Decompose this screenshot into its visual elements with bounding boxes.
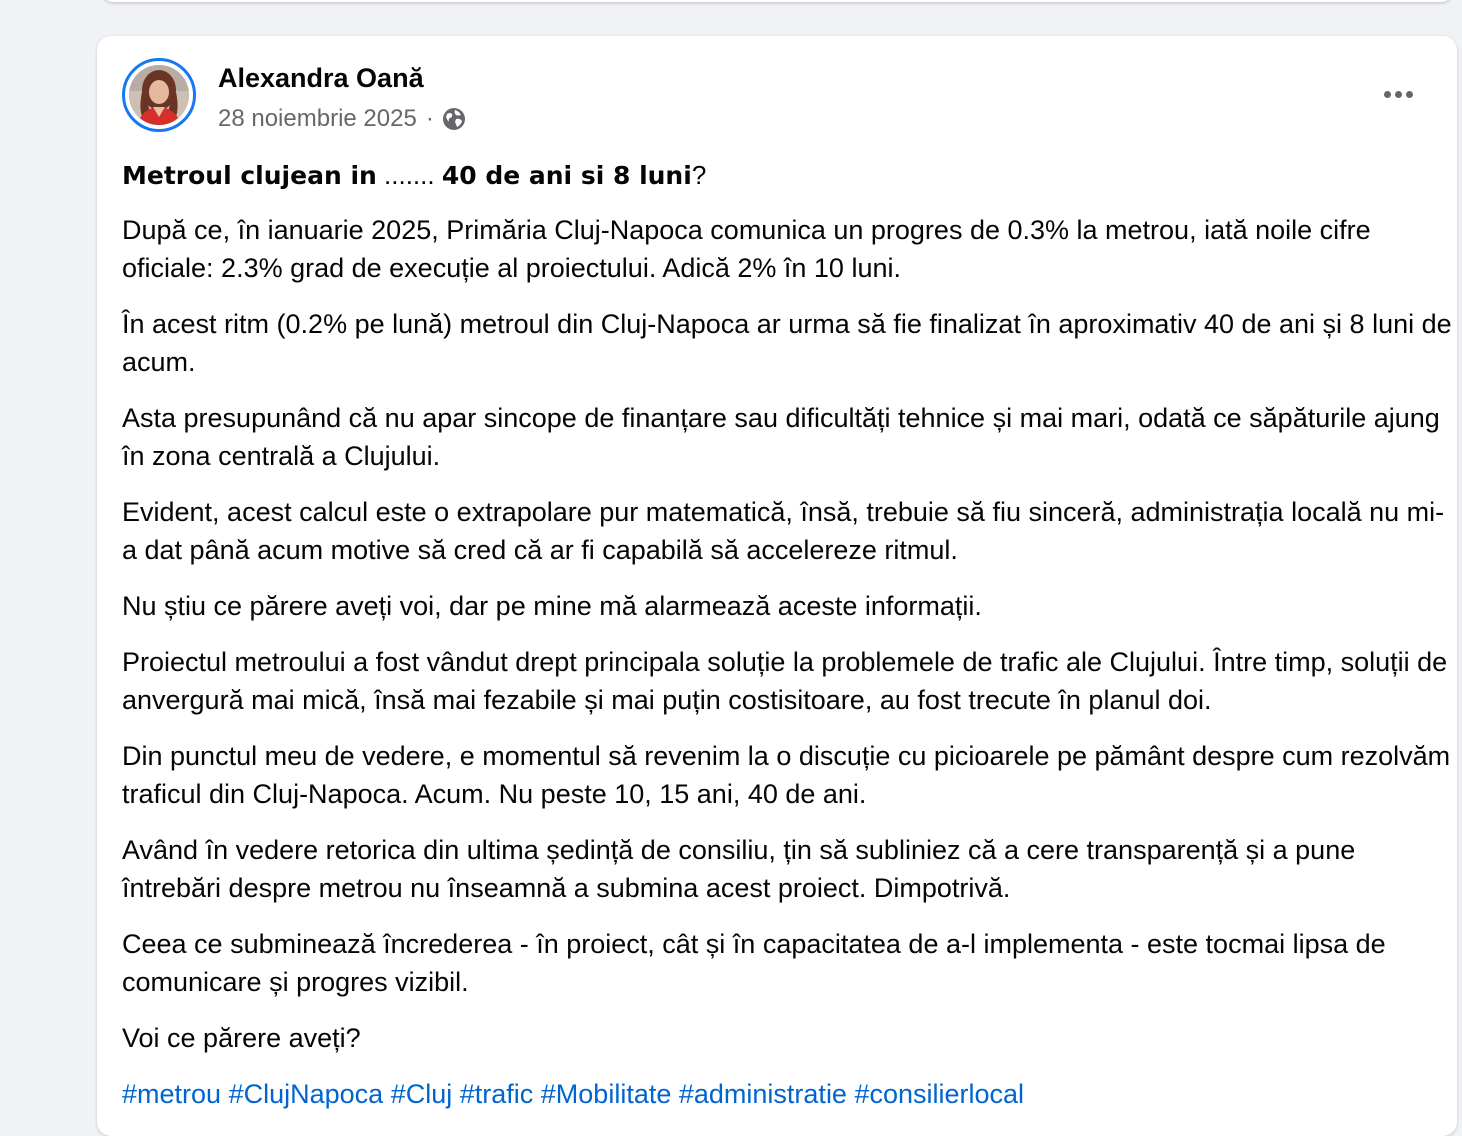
post-date[interactable]: 28 noiembrie 2025 xyxy=(218,105,417,132)
hashtag-link[interactable]: #trafic xyxy=(459,1079,534,1109)
more-options-icon-dot xyxy=(1406,91,1413,98)
post-card xyxy=(97,36,1457,1136)
post-paragraph: Nu știu ce părere aveți voi, dar pe mine mă alarmează aceste informații. xyxy=(122,591,982,621)
hashtag-link[interactable]: #Mobilitate xyxy=(540,1079,672,1109)
globe-icon[interactable] xyxy=(442,107,466,131)
post-title-bold-1: Metroul clujean in xyxy=(122,161,377,190)
post-paragraph: Având în vedere retorica din ultima ședință de consiliu, țin să subliniez că a cere transparență și a pune întrebări despre metrou nu înseamnă a submina acest proiect. Dimpotrivă. xyxy=(122,835,1356,903)
post-paragraph: După ce, în ianuarie 2025, Primăria Cluj-Napoca comunica un progres de 0.3% la metrou, iată noile cifre oficiale: 2.3% grad de execuție al proiectului. Adică 2% în 10 luni. xyxy=(122,215,1371,283)
post-paragraph: Evident, acest calcul este o extrapolare pur matematică, însă, trebuie să fiu sinceră, administrația locală nu mi-a dat până acum motive să cred că ar fi capabilă să accelereze ritmul. xyxy=(122,497,1445,565)
more-options-button[interactable] xyxy=(1376,76,1420,112)
hashtag-link[interactable]: #Cluj xyxy=(390,1079,453,1109)
post-meta xyxy=(218,104,466,134)
previous-post-card xyxy=(101,0,1453,2)
hashtag-link[interactable]: #consilierlocal xyxy=(854,1079,1025,1109)
hashtag-link[interactable]: #administratie xyxy=(678,1079,847,1109)
post-paragraph: Proiectul metroului a fost vândut drept principala soluție la problemele de trafic ale Clujului. Între timp, soluții de anvergură mai mică, însă mai fezabile și mai puțin costisitoare, au fost trecute în planul doi. xyxy=(122,647,1448,715)
avatar-portrait-icon xyxy=(129,65,189,125)
meta-separator: · xyxy=(425,105,434,132)
more-options-icon-dot xyxy=(1395,91,1402,98)
post-paragraph: Voi ce părere aveți? xyxy=(122,1023,361,1053)
post-paragraph: Din punctul meu de vedere, e momentul să revenim la o discuție cu picioarele pe pământ despre cum rezolvăm traficul din Cluj-Napoca. Acum. Nu peste 10, 15 ani, 40 de ani. xyxy=(122,741,1451,809)
avatar-photo xyxy=(129,65,189,125)
post-paragraph: Ceea ce subminează încrederea - în proiect, cât și în capacitatea de a-l implementa - este tocmai lipsa de comunicare și progres vizibil. xyxy=(122,929,1386,997)
more-options-icon xyxy=(1384,91,1391,98)
post-paragraph: Asta presupunând că nu apar sincope de finanțare sau dificultăți tehnice și mai mari, odată ce săpăturile ajung în zona centrală a Clujului. xyxy=(122,403,1440,471)
post-body xyxy=(122,158,1452,1113)
profile-avatar[interactable] xyxy=(122,58,196,132)
hashtag-link[interactable]: #ClujNapoca xyxy=(228,1079,384,1109)
post-title-bold-2: 40 de ani si 8 luni xyxy=(441,161,692,190)
post-paragraph: În acest ritm (0.2% pe lună) metroul din Cluj-Napoca ar urma să fie finalizat în aproximativ 40 de ani și 8 luni de acum. xyxy=(122,309,1452,377)
hashtag-list xyxy=(122,1075,1452,1113)
post-title-ellipsis: ....... xyxy=(376,160,442,190)
author-name[interactable]: Alexandra Oană xyxy=(218,63,424,93)
post-title xyxy=(122,158,1452,193)
hashtag-link[interactable]: #metrou xyxy=(122,1079,222,1109)
post-title-question: ? xyxy=(691,160,707,190)
